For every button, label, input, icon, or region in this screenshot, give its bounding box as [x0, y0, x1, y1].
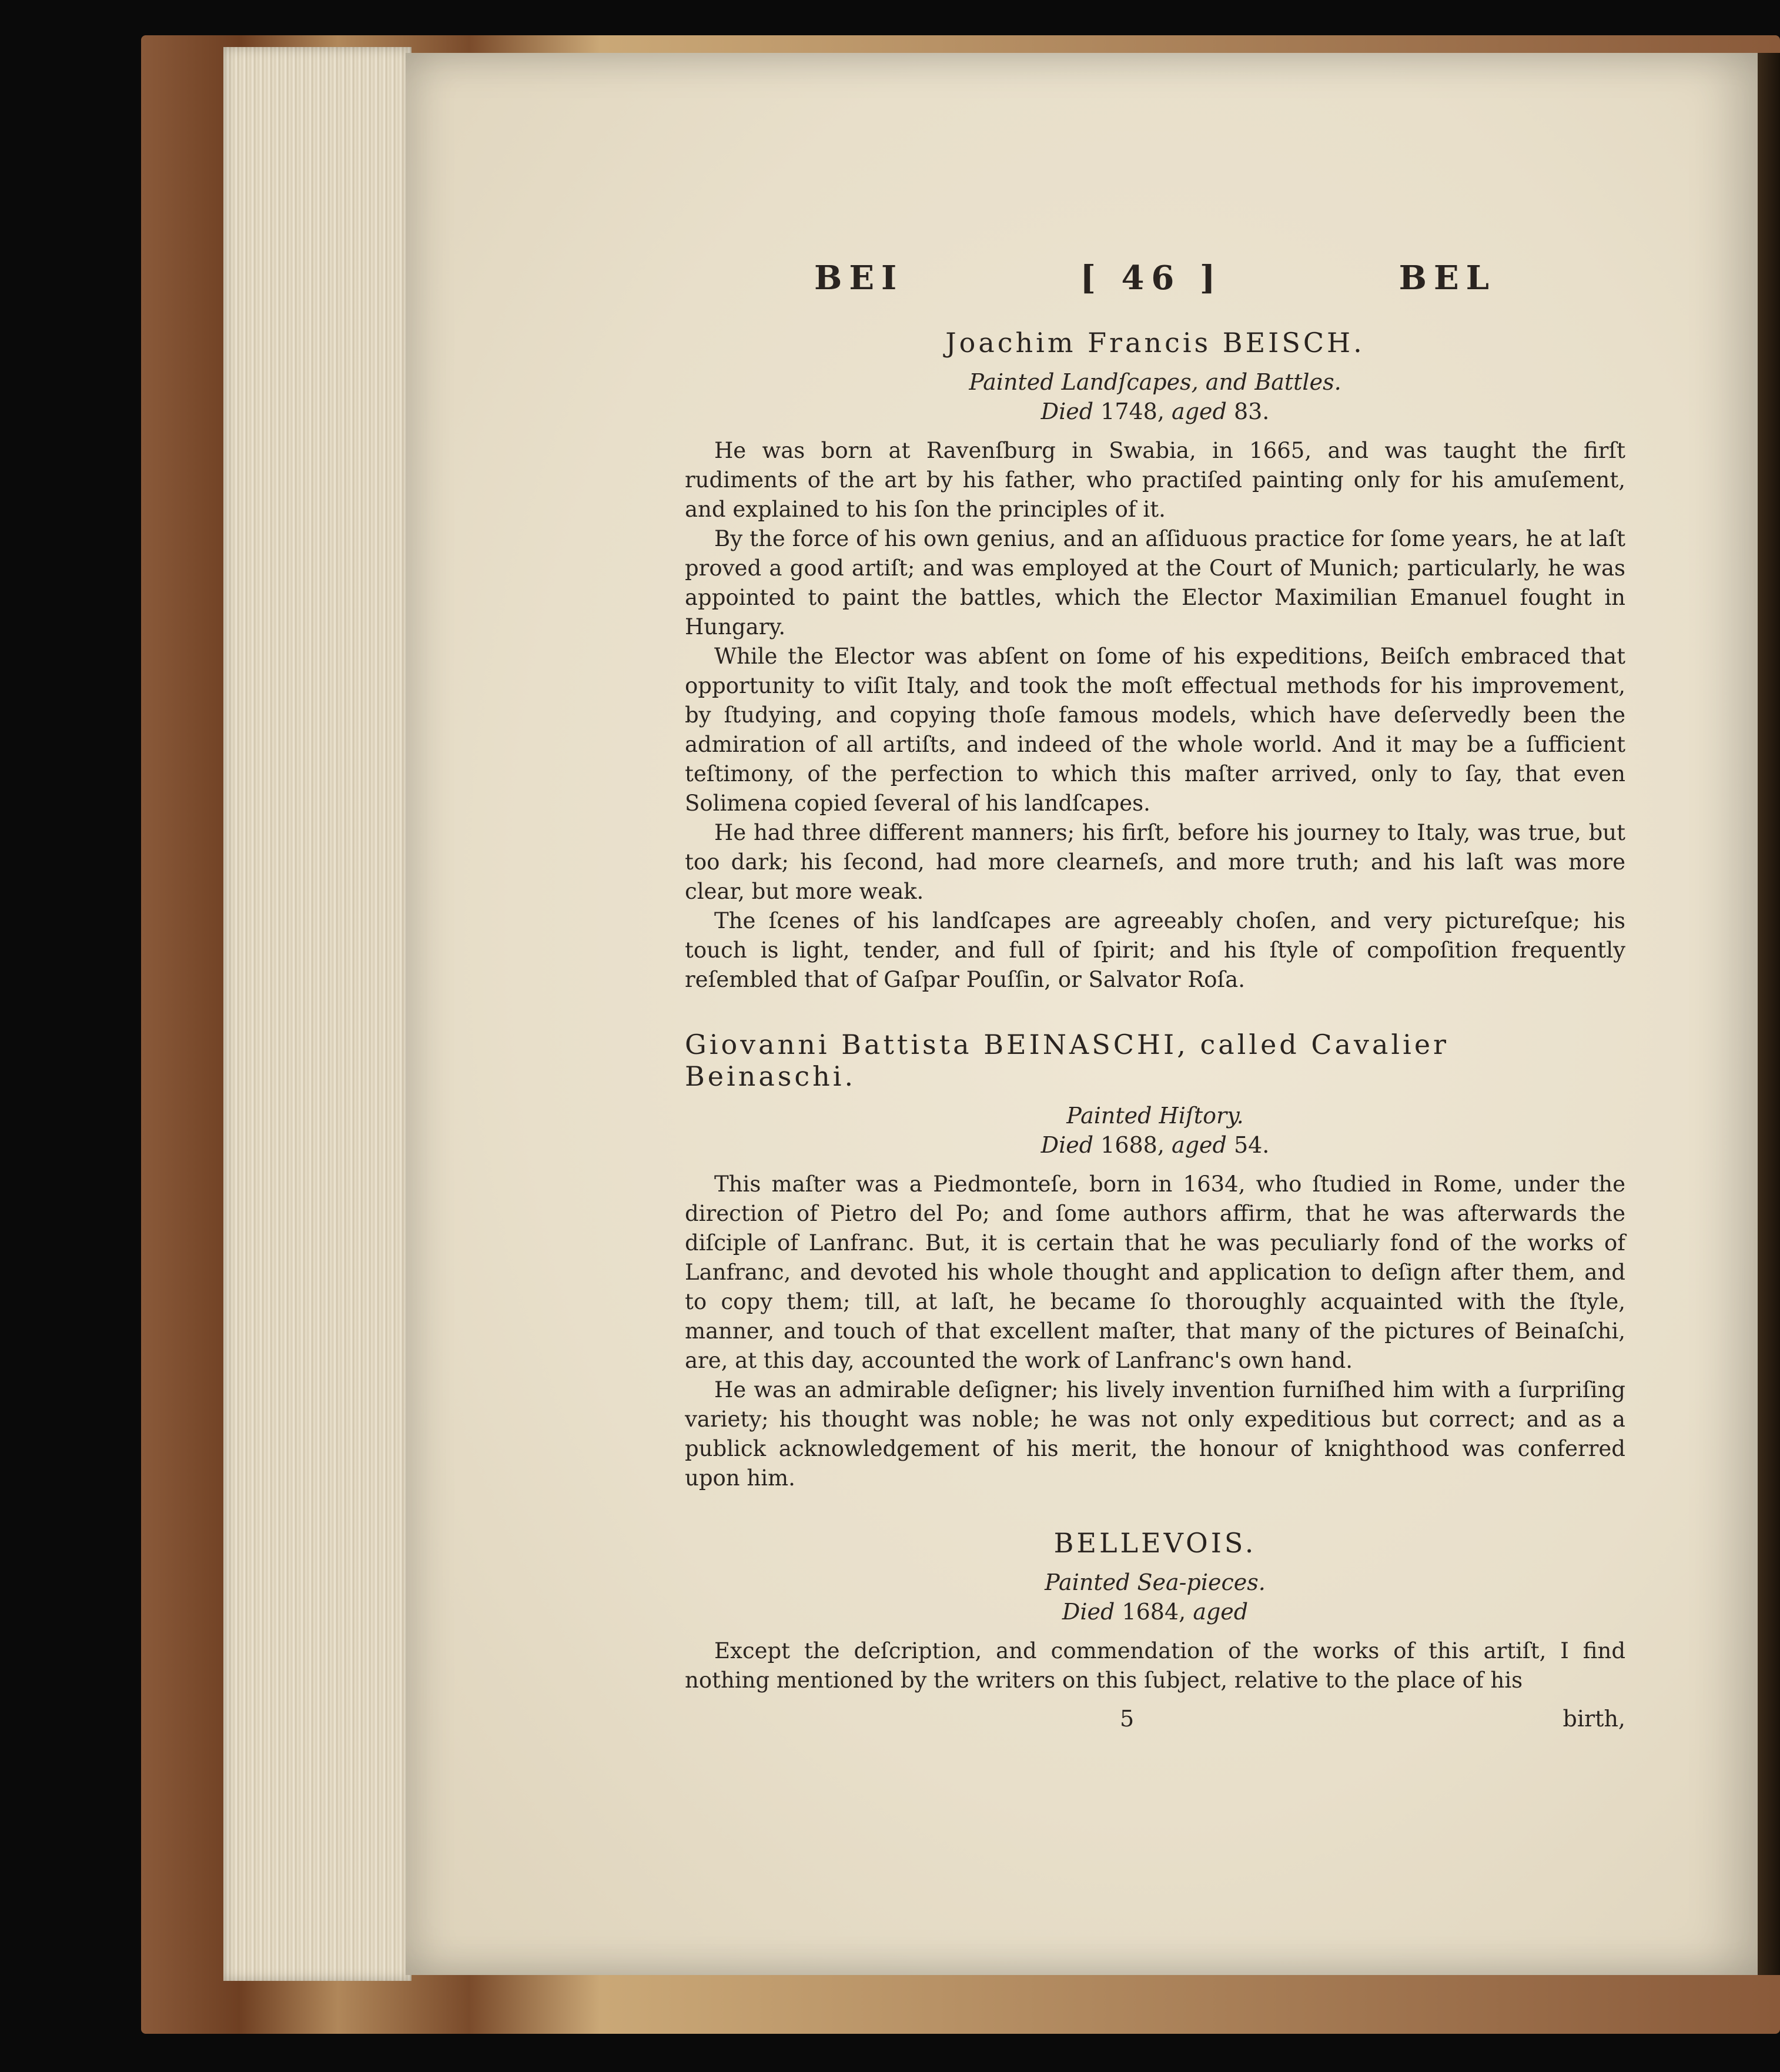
- spacer: [685, 995, 1625, 1023]
- paragraph: He had three different manners; his firſt, before his journey to Italy, was true, but too dark; his ſecond, had more clearneſs, and more truth; and his laſt was more clear, but more weak.: [685, 820, 1625, 904]
- entry-title: Giovanni Battista BEINASCHI, called Cavalier Beinaschi.: [685, 1029, 1450, 1092]
- page-footer: [685, 1706, 1625, 1732]
- died-year: 1748,: [1100, 399, 1165, 424]
- aged-label: aged: [1172, 399, 1227, 424]
- spacer: [685, 1493, 1625, 1521]
- entry-died: [685, 1132, 1625, 1158]
- catchword: birth,: [1562, 1706, 1625, 1732]
- entry-title: BELLEVOIS.: [1053, 1527, 1257, 1559]
- running-head-right: BEL: [1398, 259, 1496, 297]
- died-label: Died: [1040, 1132, 1094, 1158]
- entry-title: Joachim Francis BEISCH.: [945, 327, 1365, 359]
- entry-died: [685, 1599, 1625, 1625]
- paragraph: The ſcenes of his landſcapes are agreeably choſen, and very pictureſque; his touch is light, tender, and full of ſpirit; and his ſtyle of compoſition frequently reſembled that of Gaſpar Pouſſin, or Salvator Roſa.: [685, 908, 1625, 992]
- aged-label: aged: [1172, 1132, 1227, 1158]
- entry-subtitle: Painted Landſcapes, and Battles.: [969, 369, 1341, 395]
- running-head-left: BEI: [814, 259, 904, 297]
- entry-died: [685, 399, 1625, 424]
- entry-subtitle: Painted Sea-pieces.: [1045, 1569, 1266, 1595]
- aged-value: 83.: [1233, 399, 1270, 424]
- paragraph: Except the deſcription, and commendation of the works of this artiſt, I find nothing mentioned by the writers on this ſubject, relative to the place of his: [685, 1638, 1625, 1693]
- paragraph: He was born at Ravenſburg in Swabia, in 1665, and was taught the firſt rudiments of the art by his father, who practiſed painting only for his amuſement, and explained to his ſon the principles of it.: [685, 438, 1625, 522]
- book-gutter: [1758, 53, 1780, 1975]
- paragraph: He was an admirable deſigner; his lively invention furniſhed him with a ſurpriſing variety; his thought was noble; he was not only expeditious but correct; and as a publick acknowledgement of his merit, the honour of knighthood was conferred upon him.: [685, 1377, 1625, 1491]
- paragraph: While the Elector was abſent on ſome of his expeditions, Beiſch embraced that opportunity to viſit Italy, and took the moſt effectual methods for his improvement, by ſtudying, and copying thoſe famous models, which have deſervedly been the admiration of all artiſts, and indeed of the whole world. And it may be a ſufficient teſtimony, of the perfection to which this maſter arrived, only to ſay, that even Solimena copied ſeveral of his landſcapes.: [685, 644, 1625, 816]
- died-year: 1688,: [1100, 1132, 1165, 1158]
- signature-mark: 5: [1120, 1706, 1135, 1732]
- page-content: [685, 259, 1625, 1732]
- died-year: 1684,: [1122, 1599, 1186, 1625]
- died-label: Died: [1062, 1599, 1115, 1625]
- aged-value: 54.: [1233, 1132, 1270, 1158]
- running-head: [814, 259, 1496, 297]
- paragraph: This maſter was a Piedmonteſe, born in 1634, who ſtudied in Rome, under the direction of Pietro del Po; and ſome authors affirm, that he was afterwards the diſciple of Lanfranc. But, it is certain that he was peculiarly fond of the works of Lanfranc, and devoted his whole thought and application to deſign after them, and to copy them; till, at laſt, he became ſo thoroughly acquainted with the ſtyle, manner, and touch of that excellent maſter, that many of the pictures of Beinaſchi, are, at this day, accounted the work of Lanfranc's own hand.: [685, 1171, 1625, 1373]
- page-number: [ 46 ]: [1080, 259, 1223, 297]
- paragraph: By the force of his own genius, and an aſſiduous practice for ſome years, he at laſt proved a good artiſt; and was employed at the Court of Munich; particularly, he was appointed to paint the battles, which the Elector Maximilian Emanuel fought in Hungary.: [685, 526, 1625, 640]
- entry-subtitle: Painted Hiſtory.: [1066, 1103, 1244, 1129]
- page-edges: [223, 47, 411, 1981]
- aged-label: aged: [1193, 1599, 1249, 1625]
- died-label: Died: [1040, 399, 1094, 424]
